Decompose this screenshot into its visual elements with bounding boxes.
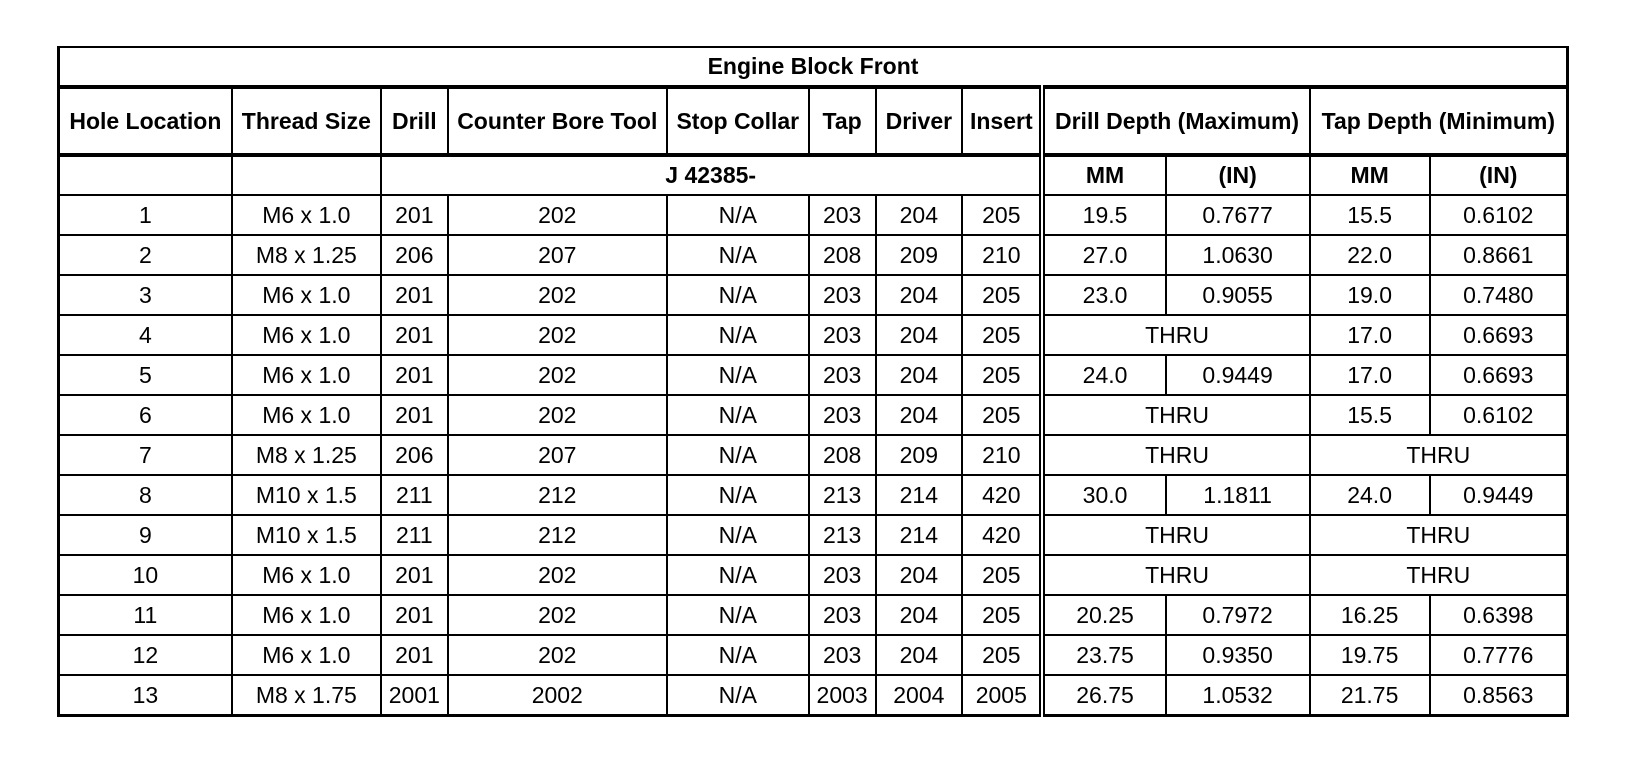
cell-drill: 201: [381, 315, 448, 355]
header-hole-location: Hole Location: [59, 87, 232, 155]
cell-drill-depth-mm: 19.5: [1042, 195, 1165, 235]
cell-stop-collar: N/A: [667, 395, 809, 435]
subheader-tap-in: (IN): [1430, 155, 1568, 195]
cell-driver: 204: [876, 395, 963, 435]
table-title: Engine Block Front: [59, 47, 1568, 87]
cell-stop-collar: N/A: [667, 555, 809, 595]
cell-thread-size: M8 x 1.25: [232, 235, 381, 275]
cell-insert: 210: [962, 235, 1042, 275]
cell-tap-depth-in: 0.6693: [1430, 355, 1568, 395]
cell-driver: 2004: [876, 675, 963, 716]
cell-hole-location: 4: [59, 315, 232, 355]
cell-drill-depth-in: 0.7972: [1166, 595, 1310, 635]
cell-drill-depth-thru: THRU: [1042, 515, 1309, 555]
table-row: [59, 235, 1568, 275]
cell-drill-depth-mm: 24.0: [1042, 355, 1165, 395]
cell-insert: 2005: [962, 675, 1042, 716]
table-row: [59, 635, 1568, 675]
cell-counter-bore-tool: 212: [448, 475, 667, 515]
subheader-blank-thread: [232, 155, 381, 195]
cell-stop-collar: N/A: [667, 595, 809, 635]
cell-tap-depth-in: 0.7776: [1430, 635, 1568, 675]
cell-drill-depth-in: 0.7677: [1166, 195, 1310, 235]
cell-tap: 203: [809, 595, 876, 635]
cell-tap-depth-mm: 19.75: [1310, 635, 1430, 675]
cell-hole-location: 6: [59, 395, 232, 435]
table-row: [59, 275, 1568, 315]
cell-hole-location: 8: [59, 475, 232, 515]
cell-hole-location: 9: [59, 515, 232, 555]
cell-stop-collar: N/A: [667, 275, 809, 315]
cell-counter-bore-tool: 202: [448, 195, 667, 235]
cell-insert: 205: [962, 555, 1042, 595]
cell-stop-collar: N/A: [667, 195, 809, 235]
cell-hole-location: 12: [59, 635, 232, 675]
cell-drill: 201: [381, 635, 448, 675]
cell-drill-depth-in: 0.9449: [1166, 355, 1310, 395]
cell-stop-collar: N/A: [667, 235, 809, 275]
cell-drill: 201: [381, 195, 448, 235]
cell-drill-depth-mm: 23.0: [1042, 275, 1165, 315]
cell-tap: 203: [809, 355, 876, 395]
cell-hole-location: 3: [59, 275, 232, 315]
cell-tap-depth-mm: 24.0: [1310, 475, 1430, 515]
cell-drill-depth-mm: 30.0: [1042, 475, 1165, 515]
cell-drill: 206: [381, 435, 448, 475]
cell-tap-depth-mm: 16.25: [1310, 595, 1430, 635]
subheader-tool-prefix: J 42385-: [381, 155, 1043, 195]
cell-stop-collar: N/A: [667, 475, 809, 515]
cell-tap-depth-in: 0.8661: [1430, 235, 1568, 275]
cell-tap: 213: [809, 515, 876, 555]
table-row: [59, 595, 1568, 635]
cell-tap: 208: [809, 235, 876, 275]
cell-tap: 2003: [809, 675, 876, 716]
table-row: [59, 555, 1568, 595]
cell-drill: 206: [381, 235, 448, 275]
cell-tap-depth-thru: THRU: [1310, 555, 1568, 595]
cell-thread-size: M6 x 1.0: [232, 395, 381, 435]
cell-tap: 203: [809, 315, 876, 355]
cell-drill: 201: [381, 595, 448, 635]
cell-tap-depth-mm: 19.0: [1310, 275, 1430, 315]
cell-counter-bore-tool: 202: [448, 355, 667, 395]
cell-thread-size: M6 x 1.0: [232, 315, 381, 355]
cell-drill-depth-in: 1.1811: [1166, 475, 1310, 515]
cell-hole-location: 7: [59, 435, 232, 475]
cell-tap: 203: [809, 635, 876, 675]
cell-driver: 204: [876, 195, 963, 235]
cell-drill-depth-thru: THRU: [1042, 315, 1309, 355]
cell-hole-location: 1: [59, 195, 232, 235]
cell-thread-size: M6 x 1.0: [232, 355, 381, 395]
cell-driver: 209: [876, 235, 963, 275]
cell-counter-bore-tool: 202: [448, 595, 667, 635]
header-drill: Drill: [381, 87, 448, 155]
subheader-drill-mm: MM: [1042, 155, 1165, 195]
header-thread-size: Thread Size: [232, 87, 381, 155]
cell-drill-depth-in: 0.9055: [1166, 275, 1310, 315]
cell-stop-collar: N/A: [667, 675, 809, 716]
cell-tap-depth-in: 0.6398: [1430, 595, 1568, 635]
cell-drill-depth-in: 1.0532: [1166, 675, 1310, 716]
table-row: [59, 195, 1568, 235]
cell-tap: 213: [809, 475, 876, 515]
cell-insert: 205: [962, 635, 1042, 675]
cell-tap-depth-in: 0.8563: [1430, 675, 1568, 716]
table-row: [59, 435, 1568, 475]
cell-drill: 201: [381, 555, 448, 595]
cell-drill-depth-mm: 26.75: [1042, 675, 1165, 716]
cell-thread-size: M6 x 1.0: [232, 635, 381, 675]
cell-counter-bore-tool: 202: [448, 635, 667, 675]
table-row: [59, 315, 1568, 355]
table-row: [59, 355, 1568, 395]
cell-insert: 205: [962, 595, 1042, 635]
cell-insert: 420: [962, 515, 1042, 555]
cell-driver: 214: [876, 515, 963, 555]
cell-hole-location: 13: [59, 675, 232, 716]
cell-tap-depth-mm: 21.75: [1310, 675, 1430, 716]
subheader-drill-in: (IN): [1166, 155, 1310, 195]
cell-drill-depth-thru: THRU: [1042, 435, 1309, 475]
cell-driver: 204: [876, 555, 963, 595]
cell-thread-size: M8 x 1.25: [232, 435, 381, 475]
cell-drill: 211: [381, 515, 448, 555]
cell-tap-depth-in: 0.7480: [1430, 275, 1568, 315]
cell-thread-size: M6 x 1.0: [232, 195, 381, 235]
header-insert: Insert: [962, 87, 1042, 155]
cell-drill-depth-mm: 27.0: [1042, 235, 1165, 275]
cell-tap: 203: [809, 395, 876, 435]
cell-stop-collar: N/A: [667, 635, 809, 675]
cell-thread-size: M6 x 1.0: [232, 595, 381, 635]
cell-drill-depth-mm: 23.75: [1042, 635, 1165, 675]
cell-insert: 420: [962, 475, 1042, 515]
cell-thread-size: M6 x 1.0: [232, 555, 381, 595]
cell-driver: 204: [876, 315, 963, 355]
cell-insert: 205: [962, 395, 1042, 435]
cell-tap-depth-thru: THRU: [1310, 515, 1568, 555]
header-counter-bore-tool: Counter Bore Tool: [448, 87, 667, 155]
cell-tap: 203: [809, 555, 876, 595]
cell-counter-bore-tool: 212: [448, 515, 667, 555]
cell-driver: 204: [876, 355, 963, 395]
cell-tap-depth-mm: 17.0: [1310, 355, 1430, 395]
cell-tap-depth-in: 0.9449: [1430, 475, 1568, 515]
cell-drill: 201: [381, 355, 448, 395]
cell-insert: 210: [962, 435, 1042, 475]
header-tap: Tap: [809, 87, 876, 155]
cell-driver: 204: [876, 275, 963, 315]
cell-insert: 205: [962, 195, 1042, 235]
header-drill-depth: Drill Depth (Maximum): [1042, 87, 1309, 155]
cell-stop-collar: N/A: [667, 435, 809, 475]
table-row: [59, 395, 1568, 435]
cell-tap-depth-in: 0.6102: [1430, 195, 1568, 235]
table-row: [59, 515, 1568, 555]
cell-drill: 2001: [381, 675, 448, 716]
cell-tap-depth-in: 0.6102: [1430, 395, 1568, 435]
cell-counter-bore-tool: 202: [448, 315, 667, 355]
cell-drill: 201: [381, 275, 448, 315]
header-stop-collar: Stop Collar: [667, 87, 809, 155]
cell-drill: 201: [381, 395, 448, 435]
cell-driver: 204: [876, 635, 963, 675]
header-tap-depth: Tap Depth (Minimum): [1310, 87, 1568, 155]
subheader-tap-mm: MM: [1310, 155, 1430, 195]
cell-counter-bore-tool: 2002: [448, 675, 667, 716]
cell-hole-location: 2: [59, 235, 232, 275]
cell-driver: 204: [876, 595, 963, 635]
header-driver: Driver: [876, 87, 963, 155]
table-row: [59, 675, 1568, 716]
cell-thread-size: M6 x 1.0: [232, 275, 381, 315]
cell-drill-depth-in: 1.0630: [1166, 235, 1310, 275]
cell-counter-bore-tool: 202: [448, 275, 667, 315]
table-row: [59, 475, 1568, 515]
cell-hole-location: 10: [59, 555, 232, 595]
cell-tap-depth-mm: 17.0: [1310, 315, 1430, 355]
cell-tap-depth-thru: THRU: [1310, 435, 1568, 475]
cell-driver: 209: [876, 435, 963, 475]
cell-tap-depth-in: 0.6693: [1430, 315, 1568, 355]
cell-tap: 203: [809, 275, 876, 315]
cell-insert: 205: [962, 355, 1042, 395]
cell-drill-depth-thru: THRU: [1042, 555, 1309, 595]
cell-drill: 211: [381, 475, 448, 515]
cell-tap: 208: [809, 435, 876, 475]
cell-driver: 214: [876, 475, 963, 515]
cell-tap: 203: [809, 195, 876, 235]
subheader-blank-hole: [59, 155, 232, 195]
cell-insert: 205: [962, 275, 1042, 315]
cell-hole-location: 5: [59, 355, 232, 395]
engine-block-front-table: [57, 46, 1569, 717]
cell-counter-bore-tool: 207: [448, 235, 667, 275]
cell-stop-collar: N/A: [667, 355, 809, 395]
cell-drill-depth-thru: THRU: [1042, 395, 1309, 435]
cell-stop-collar: N/A: [667, 515, 809, 555]
cell-counter-bore-tool: 207: [448, 435, 667, 475]
cell-tap-depth-mm: 22.0: [1310, 235, 1430, 275]
cell-hole-location: 11: [59, 595, 232, 635]
cell-insert: 205: [962, 315, 1042, 355]
cell-counter-bore-tool: 202: [448, 395, 667, 435]
cell-thread-size: M8 x 1.75: [232, 675, 381, 716]
cell-tap-depth-mm: 15.5: [1310, 395, 1430, 435]
cell-counter-bore-tool: 202: [448, 555, 667, 595]
cell-tap-depth-mm: 15.5: [1310, 195, 1430, 235]
cell-stop-collar: N/A: [667, 315, 809, 355]
cell-drill-depth-mm: 20.25: [1042, 595, 1165, 635]
cell-thread-size: M10 x 1.5: [232, 475, 381, 515]
cell-thread-size: M10 x 1.5: [232, 515, 381, 555]
cell-drill-depth-in: 0.9350: [1166, 635, 1310, 675]
